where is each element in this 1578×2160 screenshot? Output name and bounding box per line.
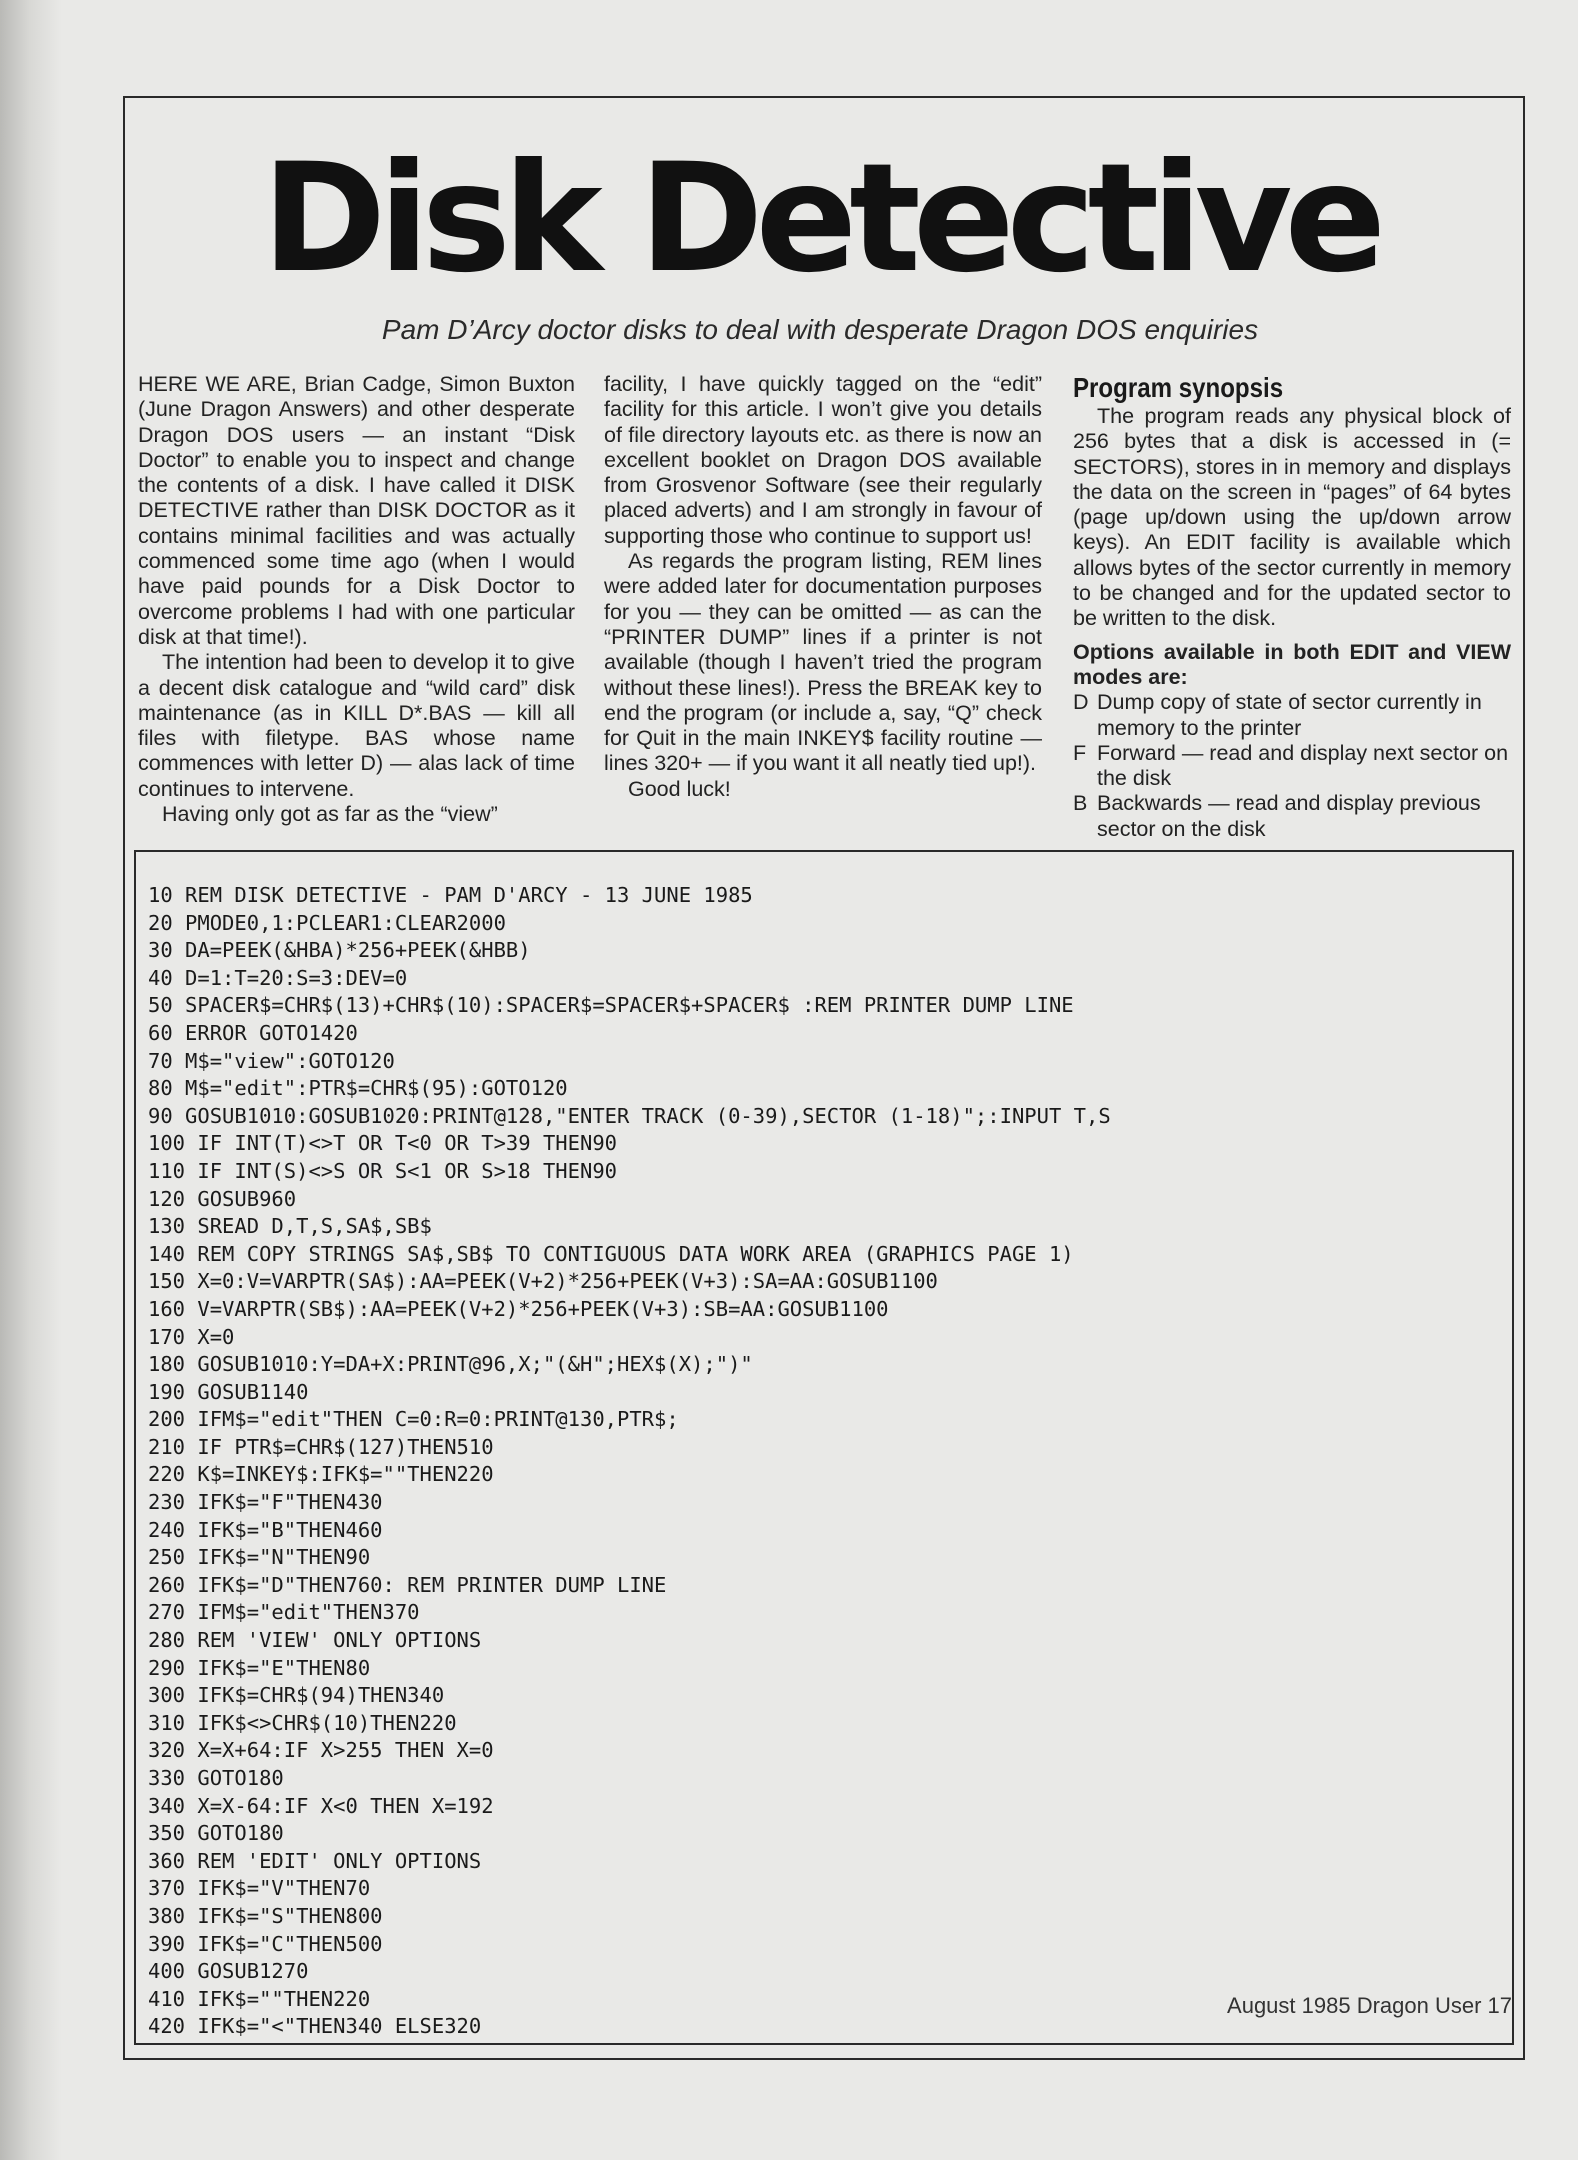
listing-line: 410 IFK$=""THEN220 (148, 1986, 371, 2011)
listing-line: 310 IFK$<>CHR$(10)THEN220 (148, 1710, 457, 1735)
listing-line: 40 D=1:T=20:S=3:DEV=0 (148, 965, 408, 990)
listing-line: 100 IF INT(T)<>T OR T<0 OR T>39 THEN90 (148, 1131, 617, 1156)
paragraph: Good luck! (628, 776, 731, 801)
listing-line: 330 GOTO180 (148, 1766, 284, 1790)
listing-line: 90 GOSUB1010:GOSUB1020:PRINT@128,"ENTER TRACK (0-39),SECTOR (1-18)";:INPUT T,S (148, 1103, 1111, 1128)
article-title: Disk Detective (261, 132, 1379, 306)
text-column-1 (138, 372, 575, 827)
listing-line: 190 GOSUB1140 (148, 1379, 309, 1404)
listing-line: 150 X=0:V=VARPTR(SA$):AA=PEEK(V+2)*256+PEEK(V+3):SA=AA:GOSUB1100 (148, 1269, 938, 1294)
listing-line: 170 X=0 (148, 1324, 235, 1349)
listing-line: 290 IFK$="E"THEN80 (148, 1655, 371, 1680)
options-heading: Options available in both EDIT and VIEW modes are: (1073, 639, 1511, 689)
listing-line: 250 IFK$="N"THEN90 (148, 1545, 371, 1570)
text-column-3 (1073, 372, 1511, 842)
listing-line: 370 IFK$="V"THEN70 (148, 1876, 371, 1901)
program-listing (148, 882, 1111, 2041)
listing-line: 390 IFK$="C"THEN500 (148, 1931, 383, 1956)
listing-line: 400 GOSUB1270 (148, 1959, 309, 1984)
option-text: Backwards — read and display previous sector on the disk (1097, 791, 1481, 841)
listing-line: 240 IFK$="B"THEN460 (148, 1517, 383, 1542)
listing-line: 10 REM DISK DETECTIVE - PAM D'ARCY - 13 JUNE 1985 (148, 883, 753, 907)
listing-line: 420 IFK$="<"THEN340 ELSE320 (148, 2014, 482, 2039)
listing-line: 160 V=VARPTR(SB$):AA=PEEK(V+2)*256+PEEK(V+3):SB=AA:GOSUB1100 (148, 1296, 889, 1321)
page-footer: August 1985 Dragon User 17 (1227, 1993, 1512, 2018)
option-key: F (1073, 740, 1087, 765)
synopsis-body: The program reads any physical block of 256 bytes that a disk is accessed in (= SECTORS), stores in in memory and displays the data on the screen in “pages” of 64 bytes (page up/down using the up/down arrow keys). An EDIT facility is available which allows bytes of the sector currently in memory to be changed and for the updated sector to be written to the disk. (1073, 404, 1511, 631)
listing-line: 350 GOTO180 (148, 1821, 284, 1846)
listing-line: 20 PMODE0,1:PCLEAR1:CLEAR2000 (148, 910, 506, 935)
listing-line: 130 SREAD D,T,S,SA$,SB$ (148, 1214, 432, 1239)
option-item (1073, 741, 1511, 792)
listing-line: 80 M$="edit":PTR$=CHR$(95):GOTO120 (148, 1076, 568, 1101)
paragraph: Having only got as far as the “view” (162, 802, 498, 827)
listing-line: 140 REM COPY STRINGS SA$,SB$ TO CONTIGUOUS DATA WORK AREA (GRAPHICS PAGE 1) (148, 1241, 1074, 1266)
paragraph: As regards the program listing, REM lines were added later for documentation purposes for you — they can be omitted — as can the “PRINTER DUMP” lines if a printer is not available (though I haven’t tried the program without these lines!). Press the BREAK key to end the program (or include a, say, “Q” check for Quit in the main INKEY$ facility routine — lines 320+ — if you want it all neatly tied up!). (604, 549, 1042, 776)
option-item (1073, 791, 1511, 842)
paragraph: HERE WE ARE, Brian Cadge, Simon Buxton (June Dragon Answers) and other desperate Dragon DOS users — an instant “Disk Doctor” to enable you to inspect and change the contents of a disk. I have called it DISK DETECTIVE rather than DISK DOCTOR as it contains minimal facilities and was actually commenced some time ago (when I would have paid pounds for a Disk Doctor to overcome problems I had with one particular disk at that time!). (138, 372, 575, 649)
listing-line: 110 IF INT(S)<>S OR S<1 OR S>18 THEN90 (148, 1158, 617, 1183)
listing-line: 380 IFK$="S"THEN800 (148, 1903, 383, 1928)
option-key: D (1073, 690, 1089, 715)
listing-line: 50 SPACER$=CHR$(13)+CHR$(10):SPACER$=SPACER$+SPACER$ :REM PRINTER DUMP LINE (148, 993, 1074, 1018)
listing-line: 260 IFK$="D"THEN760: REM PRINTER DUMP LINE (148, 1572, 667, 1597)
listing-line: 120 GOSUB960 (148, 1186, 297, 1211)
listing-line: 320 X=X+64:IF X>255 THEN X=0 (148, 1738, 494, 1763)
listing-line: 200 IFM$="edit"THEN C=0:R=0:PRINT@130,PTR$; (148, 1407, 679, 1432)
text-column-2 (604, 372, 1042, 802)
option-text: Dump copy of state of sector currently in memory to the printer (1097, 690, 1482, 740)
listing-line: 360 REM 'EDIT' ONLY OPTIONS (148, 1848, 482, 1873)
listing-line: 210 IF PTR$=CHR$(127)THEN510 (148, 1434, 494, 1459)
option-key: B (1073, 791, 1088, 816)
paragraph: facility, I have quickly tagged on the “edit” facility for this article. I won’t give you details of file directory layouts etc. as there is now an excellent booklet on Dragon DOS available from Grosvenor Software (see their regularly placed adverts) and I am strongly in favour of supporting those who continue to support us! (604, 372, 1042, 548)
article-subtitle: Pam D’Arcy doctor disks to deal with desperate Dragon DOS enquiries (381, 314, 1259, 345)
listing-line: 300 IFK$=CHR$(94)THEN340 (148, 1683, 445, 1708)
listing-line: 340 X=X-64:IF X<0 THEN X=192 (148, 1793, 494, 1818)
listing-line: 220 K$=INKEY$:IFK$=""THEN220 (148, 1462, 494, 1487)
synopsis-heading: Program synopsis (1073, 372, 1284, 403)
paragraph: The intention had been to develop it to give a decent disk catalogue and “wild card” disk maintenance (as in KILL D*.BAS — kill all files with filetype. BAS whose name commences with letter D) — alas lack of time continues to intervene. (138, 650, 575, 801)
listing-line: 230 IFK$="F"THEN430 (148, 1490, 383, 1515)
page-edge-shadow (0, 0, 62, 2160)
listing-line: 180 GOSUB1010:Y=DA+X:PRINT@96,X;"(&H";HEX$(X);")" (148, 1352, 753, 1377)
option-text: Forward — read and display next sector on the disk (1097, 740, 1509, 791)
listing-line: 280 REM 'VIEW' ONLY OPTIONS (148, 1628, 482, 1653)
option-item (1073, 690, 1511, 741)
listing-line: 30 DA=PEEK(&HBA)*256+PEEK(&HBB) (148, 938, 531, 963)
listing-line: 70 M$="view":GOTO120 (148, 1048, 395, 1073)
listing-line: 60 ERROR GOTO1420 (148, 1020, 358, 1045)
listing-line: 270 IFM$="edit"THEN370 (148, 1600, 420, 1625)
